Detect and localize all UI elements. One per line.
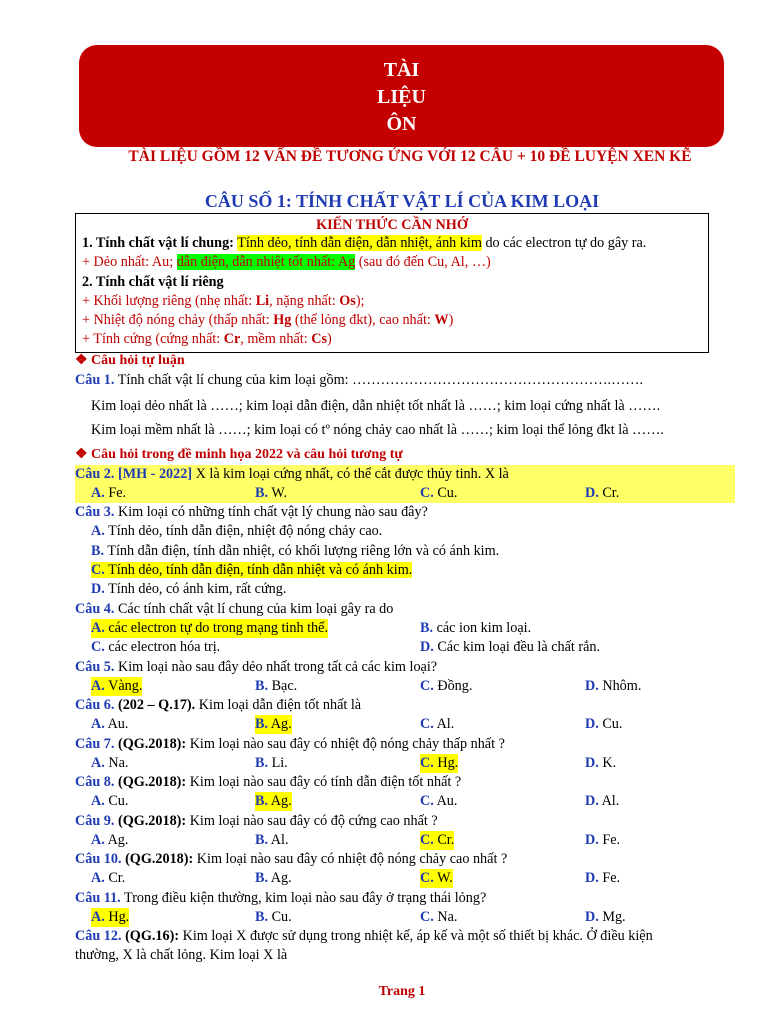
option-d[interactable]: D. Tính dẻo, có ánh kim, rất cứng. — [91, 581, 287, 597]
question-2-options — [75, 484, 735, 503]
option-c[interactable]: C. Hg. — [420, 755, 459, 771]
question-9: Câu 9. (QG.2018): Kim loại nào sau đây có độ cứng cao nhất ? — [75, 813, 438, 829]
question-10: Câu 10. (QG.2018): Kim loại nào sau đây có nhiệt độ nóng chảy cao nhất ? — [75, 851, 508, 867]
option-b[interactable]: B. Tính dẫn điện, tính dẫn nhiệt, có khối lượng riêng lớn và có ánh kim. — [91, 543, 500, 559]
banner-line-3: ÔN — [386, 113, 417, 135]
option-a[interactable]: A. Fe. — [91, 485, 127, 501]
option-d[interactable]: D. Fe. — [585, 832, 621, 848]
question-5-options — [75, 677, 735, 696]
option-b[interactable]: B. Al. — [255, 832, 289, 848]
option-b[interactable]: B. Ag. — [255, 870, 292, 886]
option-b[interactable]: B. Cu. — [255, 909, 292, 925]
option-c[interactable]: C. Tính dẻo, tính dẫn điện, tính dẫn nhiệt và có ánh kim. — [91, 562, 413, 578]
option-d[interactable]: D. Al. — [585, 793, 620, 809]
option-a[interactable]: A. Vàng. — [91, 678, 143, 694]
banner-line-1: TÀI — [383, 59, 420, 81]
option-c[interactable]: C. Na. — [420, 909, 458, 925]
question-8-options — [75, 792, 735, 811]
document-subtitle: TÀI LIỆU GỒM 12 VẤN ĐỀ TƯƠNG ỨNG VỚI 12 CÂU + 10 ĐỀ LUYỆN XEN KẼ — [128, 148, 692, 165]
option-a[interactable]: A. Na. — [91, 755, 129, 771]
option-b[interactable]: B. W. — [255, 485, 287, 501]
knowledge-line-5: + Nhiệt độ nóng chảy (thấp nhất: Hg (thể lỏng đkt), cao nhất: W) — [82, 312, 454, 329]
question-6-options — [75, 715, 735, 734]
option-c[interactable]: C. Au. — [420, 793, 458, 809]
question-7: Câu 7. (QG.2018): Kim loại nào sau đây có nhiệt độ nóng chảy thấp nhất ? — [75, 736, 505, 752]
question-11: Câu 11. Trong điều kiện thường, kim loại nào sau đây ở trạng thái lỏng? — [75, 890, 487, 906]
question-4: Câu 4. Các tính chất vật lí chung của kim loại gây ra do — [75, 601, 394, 617]
knowledge-line-2: + Dẻo nhất: Au; dẫn điện, dẫn nhiệt tốt nhất: Ag (sau đó đến Cu, Al, …) — [82, 254, 491, 271]
mcq-header: ❖ Câu hỏi trong đề minh họa 2022 và câu hỏi tương tự — [75, 447, 403, 462]
option-b[interactable]: B. các ion kim loại. — [420, 620, 532, 636]
knowledge-line-3: 2. Tính chất vật lí riêng — [82, 273, 224, 290]
essay-header: ❖ Câu hỏi tự luận — [75, 353, 185, 368]
option-b[interactable]: B. Li. — [255, 755, 288, 771]
question-4-options-row-2 — [75, 638, 735, 657]
option-d[interactable]: D. Fe. — [585, 870, 621, 886]
option-d[interactable]: D. Cu. — [585, 716, 623, 732]
banner-line-2: LIỆU — [377, 86, 426, 108]
question-7-options — [75, 754, 735, 773]
option-c[interactable]: C. Al. — [420, 716, 455, 732]
question-10-options — [75, 869, 735, 888]
option-a[interactable]: A. Tính dẻo, tính dẫn điện, nhiệt độ nóng chảy cao. — [91, 523, 383, 539]
question-9-options — [75, 831, 735, 850]
section-title: CÂU SỐ 1: TÍNH CHẤT VẬT LÍ CỦA KIM LOẠI — [204, 191, 600, 211]
option-a[interactable]: A. Hg. — [91, 909, 130, 925]
page-number: Trang 1 — [378, 984, 426, 999]
option-c[interactable]: C. W. — [420, 870, 453, 886]
knowledge-line-4: + Khối lượng riêng (nhẹ nhất: Li, nặng nhất: Os); — [82, 292, 365, 309]
option-c[interactable]: C. Cr. — [420, 832, 455, 848]
option-a[interactable]: A. Cu. — [91, 793, 129, 809]
option-d[interactable]: D. K. — [585, 755, 617, 771]
fill-line-2: Kim loại mềm nhất là ……; kim loại có tº nóng chảy cao nhất là ……; kim loại thể lỏng đkt là ……. — [91, 422, 664, 438]
option-a[interactable]: A. các electron tự do trong mạng tinh thể. — [91, 620, 328, 636]
question-11-options — [75, 908, 735, 927]
question-6: Câu 6. (202 – Q.17). Kim loại dẫn điện tốt nhất là — [75, 697, 362, 713]
fill-line-1: Kim loại dẻo nhất là ……; kim loại dẫn điện, dẫn nhiệt tốt nhất là ……; kim loại cứng nhất là ……. — [91, 398, 661, 414]
option-a[interactable]: A. Ag. — [91, 832, 129, 848]
option-b[interactable]: B. Ag. — [255, 716, 292, 732]
option-d[interactable]: D. Các kim loại đều là chất rắn. — [420, 639, 601, 655]
question-12: Câu 12. (QG.16): Kim loại X được sử dụng trong nhiệt kế, áp kế và một số thiết bị khác. Ở điều kiện — [75, 928, 653, 944]
option-c[interactable]: C. các electron hóa trị. — [91, 639, 221, 655]
option-b[interactable]: B. Ag. — [255, 793, 292, 809]
knowledge-line-1: 1. Tính chất vật lí chung: Tính dẻo, tính dẫn điện, dẫn nhiệt, ánh kim do các electron tự do gây ra. — [82, 235, 647, 251]
question-4-options-row-1 — [75, 619, 735, 638]
question-1: Câu 1. Tính chất vật lí chung của kim loại gồm: ……………………………………………….……. — [75, 372, 643, 388]
option-d[interactable]: D. Nhôm. — [585, 678, 642, 694]
knowledge-heading: KIẾN THỨC CẦN NHỚ — [316, 217, 468, 233]
question-2: Câu 2. [MH - 2022] X là kim loại cứng nhất, có thể cắt được thủy tinh. X là — [75, 466, 509, 482]
title-banner — [79, 45, 724, 147]
option-d[interactable]: D. Cr. — [585, 485, 620, 501]
knowledge-line-6: + Tính cứng (cứng nhất: Cr, mềm nhất: Cs) — [82, 331, 332, 348]
option-a[interactable]: A. Cr. — [91, 870, 126, 886]
option-c[interactable]: C. Đồng. — [420, 678, 473, 694]
option-d[interactable]: D. Mg. — [585, 909, 626, 925]
option-b[interactable]: B. Bạc. — [255, 678, 298, 694]
option-c[interactable]: C. Cu. — [420, 485, 458, 501]
question-5: Câu 5. Kim loại nào sau đây dẻo nhất trong tất cả các kim loại? — [75, 659, 438, 675]
question-8: Câu 8. (QG.2018): Kim loại nào sau đây có tính dẫn điện tốt nhất ? — [75, 774, 462, 790]
question-12-continued: thường, X là chất lỏng. Kim loại X là — [75, 947, 288, 963]
question-3: Câu 3. Kim loại có những tính chất vật lý chung nào sau đây? — [75, 504, 428, 520]
knowledge-box — [75, 213, 709, 353]
option-a[interactable]: A. Au. — [91, 716, 129, 732]
